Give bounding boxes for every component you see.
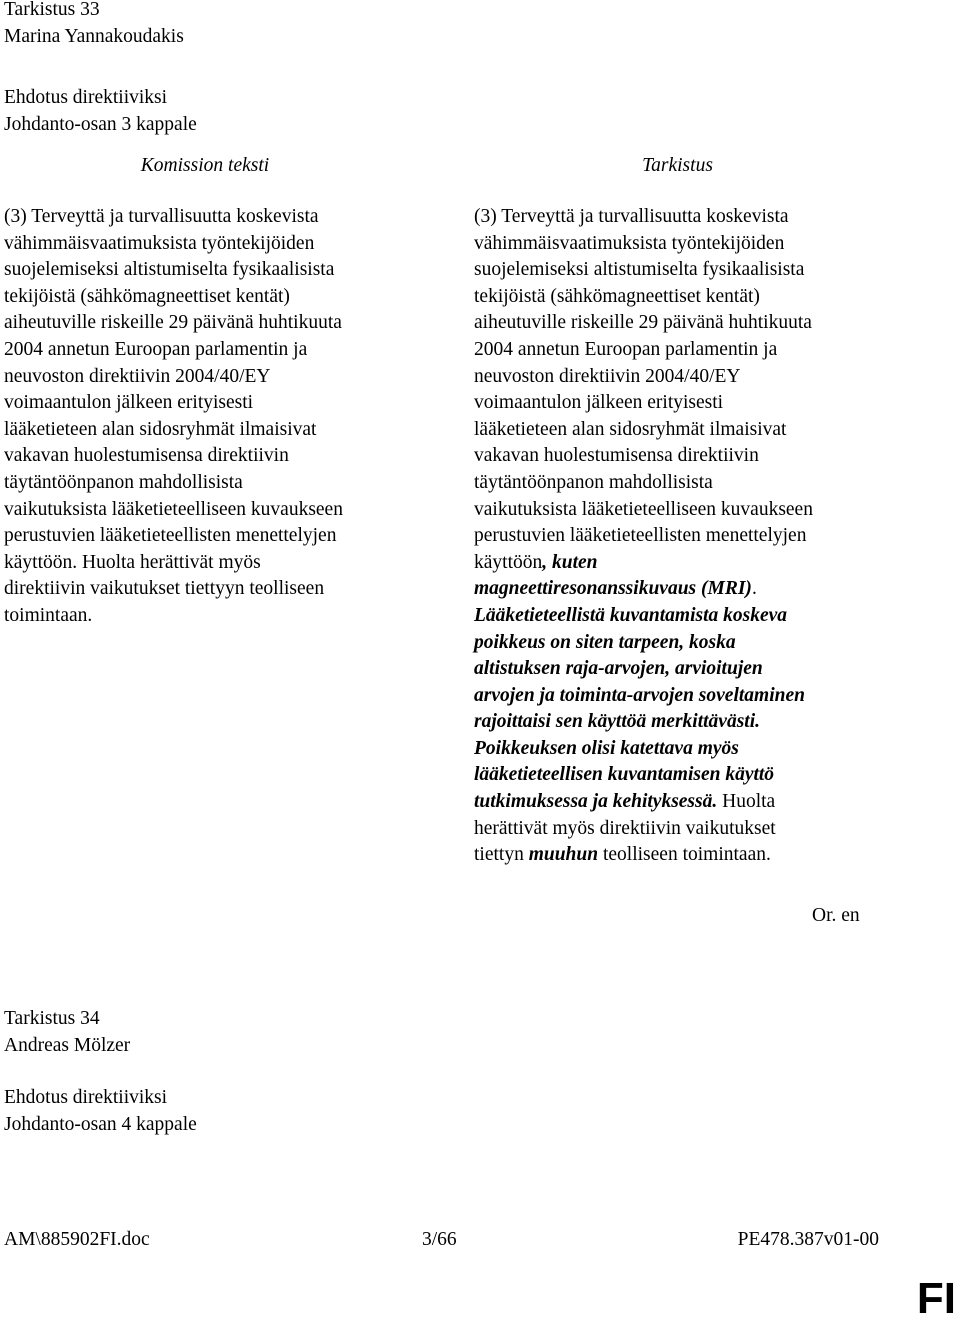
text-inserted: muuhun bbox=[528, 844, 599, 866]
text-line: neuvoston direktiivin 2004/40/EY bbox=[474, 365, 741, 387]
text-line: vakavan huolestumisensa direktiivin bbox=[474, 445, 759, 467]
text-line bbox=[474, 789, 894, 816]
text-line: täytäntöönpanon mahdollisista bbox=[474, 471, 713, 493]
text-line: perustuvien lääketieteellisten menettelyjen bbox=[474, 525, 807, 547]
text-line bbox=[474, 550, 894, 577]
footer-doc-ref: AM\885902FI.doc bbox=[4, 1229, 150, 1250]
text-inserted-line: lääketieteellisen kuvantamisen käyttö bbox=[474, 764, 775, 786]
text-line: voimaantulon jälkeen erityisesti bbox=[4, 392, 254, 414]
text-line: vaikutuksista lääketieteelliseen kuvaukseen bbox=[474, 498, 813, 520]
text-line bbox=[474, 842, 894, 869]
text-inserted: , kuten bbox=[542, 551, 598, 573]
text-plain: Huolta bbox=[717, 791, 776, 813]
text-line: 2004 annetun Euroopan parlamentin ja bbox=[474, 338, 778, 360]
amendment-34-reference bbox=[4, 1085, 197, 1138]
amendment-33-reference bbox=[4, 85, 197, 138]
text-inserted-line: Lääketieteellistä kuvantamista koskeva bbox=[474, 604, 788, 626]
amendment-34-header bbox=[4, 1006, 130, 1059]
text-plain: käyttöön bbox=[474, 551, 543, 573]
text-plain: tiettyn bbox=[474, 844, 529, 866]
amendment-number: Tarkistus 33 bbox=[4, 0, 100, 20]
text-line: herättivät myös direktiivin vaikutukset bbox=[474, 817, 776, 839]
proposal-title: Ehdotus direktiiviksi bbox=[4, 87, 168, 108]
text-line: direktiivin vaikutukset tiettyyn teolliseen bbox=[4, 578, 325, 600]
text-line: lääketieteen alan sidosryhmät ilmaisivat bbox=[4, 418, 317, 440]
amendment-text bbox=[474, 204, 894, 869]
text-inserted-line: altistuksen raja-arvojen, arvioitujen bbox=[474, 658, 763, 680]
proposal-reference: Johdanto-osan 3 kappale bbox=[4, 113, 197, 135]
text-line: vähimmäisvaatimuksista työntekijöiden bbox=[4, 232, 315, 254]
text-line: lääketieteen alan sidosryhmät ilmaisivat bbox=[474, 418, 787, 440]
text-line: aiheutuville riskeille 29 päivänä huhtikuuta bbox=[4, 312, 342, 334]
text-line: tekijöistä (sähkömagneettiset kentät) bbox=[474, 285, 760, 307]
text-line: tekijöistä (sähkömagneettiset kentät) bbox=[4, 285, 290, 307]
text-line: täytäntöönpanon mahdollisista bbox=[4, 471, 243, 493]
text-line: voimaantulon jälkeen erityisesti bbox=[474, 392, 724, 414]
text-line: (3) Terveyttä ja turvallisuutta koskevista bbox=[4, 206, 319, 227]
text-inserted-line: rajoittaisi sen käyttöä merkittävästi. bbox=[474, 711, 761, 733]
text-line: vakavan huolestumisensa direktiivin bbox=[4, 445, 289, 467]
text-line: toimintaan. bbox=[4, 604, 93, 626]
text-inserted-line: arvojen ja toiminta-arvojen soveltaminen bbox=[474, 684, 805, 706]
text-line: 2004 annetun Euroopan parlamentin ja bbox=[4, 338, 308, 360]
amendment-number: Tarkistus 34 bbox=[4, 1008, 100, 1029]
text-line: suojelemiseksi altistumiselta fysikaalisista bbox=[474, 259, 805, 281]
text-inserted: tutkimuksessa ja kehityksessä. bbox=[474, 791, 718, 813]
text-line bbox=[474, 576, 894, 603]
text-line: aiheutuville riskeille 29 päivänä huhtikuuta bbox=[474, 312, 812, 334]
text-inserted-line: Poikkeuksen olisi katettava myös bbox=[474, 737, 739, 759]
text-line: (3) Terveyttä ja turvallisuutta koskevista bbox=[474, 206, 789, 227]
amendment-author: Andreas Mölzer bbox=[4, 1034, 131, 1056]
amendment-33-header bbox=[4, 0, 184, 50]
amendment-column-header: Tarkistus bbox=[642, 155, 713, 176]
language-mark: FI bbox=[916, 1274, 956, 1323]
amendment-author: Marina Yannakoudakis bbox=[4, 25, 184, 47]
text-inserted: magneettiresonanssikuvaus (MRI) bbox=[474, 578, 752, 600]
proposal-title: Ehdotus direktiiviksi bbox=[4, 1087, 168, 1108]
text-inserted-line: poikkeus on siten tarpeen, koska bbox=[474, 631, 736, 653]
text-line: vaikutuksista lääketieteelliseen kuvaukseen bbox=[4, 498, 343, 520]
proposal-reference: Johdanto-osan 4 kappale bbox=[4, 1113, 197, 1135]
text-line: vähimmäisvaatimuksista työntekijöiden bbox=[474, 232, 785, 254]
text-plain: teolliseen toimintaan. bbox=[598, 844, 771, 866]
original-language: Or. en bbox=[812, 905, 860, 926]
text-line: perustuvien lääketieteellisten menettelyjen bbox=[4, 525, 337, 547]
text-plain: . bbox=[751, 578, 757, 600]
text-line: neuvoston direktiivin 2004/40/EY bbox=[4, 365, 271, 387]
commission-text bbox=[4, 204, 424, 630]
commission-text-header: Komission teksti bbox=[140, 155, 270, 176]
text-line: suojelemiseksi altistumiselta fysikaalisista bbox=[4, 259, 335, 281]
footer-page-number: 3/66 bbox=[422, 1229, 457, 1250]
footer-pe-ref: PE478.387v01-00 bbox=[737, 1229, 879, 1250]
text-line: käyttöön. Huolta herättivät myös bbox=[4, 551, 261, 573]
